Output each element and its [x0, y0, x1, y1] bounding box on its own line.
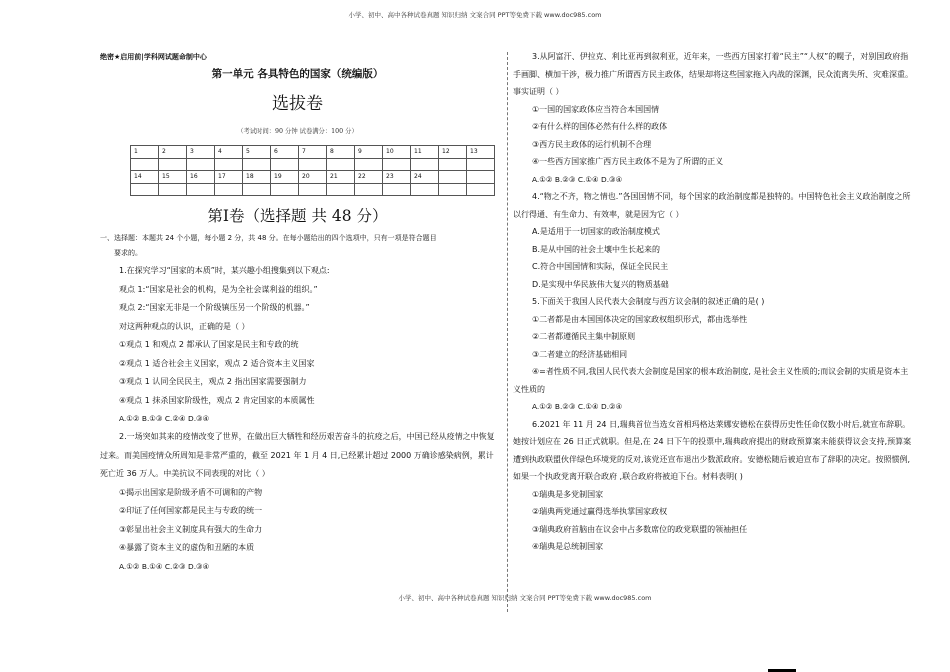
page-footer: 小学、初中、高中各种试卷真题 知识归纳 文案合同 PPT等免费下载 www.doc985.com: [398, 594, 652, 602]
answer-cell: [355, 183, 383, 196]
right-column: [513, 48, 913, 556]
score-cell: 12: [439, 146, 467, 159]
option-line: ③观点 1 认同全民民主，观点 2 指出国家需要强制力: [119, 377, 307, 386]
score-cell: 11: [411, 146, 439, 159]
score-cell: 1: [131, 146, 159, 159]
option-line: ③瑞典政府首脑由在议会中占多数席位的政党联盟的领袖担任: [532, 524, 748, 534]
unit-title: 第一单元 各具特色的国家（统编版）: [211, 68, 384, 80]
option-line: ②印证了任何国家都是民主与专政的统一: [119, 506, 263, 515]
answer-cell: [355, 158, 383, 171]
score-cell: 14: [131, 171, 159, 184]
option-line: B.是从中国的社会土壤中生长起来的: [532, 244, 661, 254]
answer-cell: [327, 158, 355, 171]
option-line: A.是适用于一切国家的政治制度模式: [532, 227, 660, 236]
score-row-1-blank: [131, 158, 495, 171]
option-line: C.符合中国国情和实际，保证全民民主: [532, 262, 669, 271]
score-cell: 5: [243, 146, 271, 159]
answer-choices: A.①② B.②③ C.①④ D.②④: [532, 402, 623, 411]
score-cell: 19: [271, 171, 299, 184]
option-line: 对这两种观点的认识，正确的是（ ）: [119, 321, 250, 331]
left-column: [100, 52, 495, 576]
score-table: [130, 145, 495, 196]
answer-cell: [243, 183, 271, 196]
option-line: ③彰显出社会主义制度具有强大的生命力: [119, 524, 263, 534]
column-divider: [507, 52, 508, 612]
answer-cell: [187, 183, 215, 196]
score-cell: 9: [355, 146, 383, 159]
paper-type: 选拔卷: [272, 94, 323, 114]
instructions-line-1: 一、选择题：本题共 24 个小题，每小题 2 分，共 48 分。在每小题给出的四个选项中，只有一项是符合题目: [100, 234, 437, 242]
answer-cell: [439, 183, 467, 196]
answer-cell: [467, 158, 495, 171]
score-row-2-numbers: [131, 171, 495, 184]
answer-cell: [131, 183, 159, 196]
score-cell: 15: [159, 171, 187, 184]
answer-cell: [159, 183, 187, 196]
question-stem: 3.从阿富汗、伊拉克、利比亚再到叙利亚，近年来，一些西方国家打着“民主”“人权”的幌子，对别国政府指手画脚、横加干涉，极力推广所谓西方民主政体，结果却将这些国家拖入内战的深渊，民众流离失所、灾难深重。事实证明（ ）: [513, 52, 913, 96]
option-line: ②观点 1 适合社会主义国家，观点 2 适合资本主义国家: [119, 358, 315, 368]
page-header: 小学、初中、高中各种试卷真题 知识归纳 文案合同 PPT等免费下载 www.doc985.com: [348, 11, 602, 19]
option-line: ②二者都遵循民主集中制原则: [532, 332, 636, 341]
answer-choices: A.①② B.②③ C.①④ D.③④: [532, 174, 623, 184]
score-cell: 10: [383, 146, 411, 159]
question-stem: 1.在探究学习“国家的本质”时，某兴趣小组搜集到以下观点:: [119, 266, 330, 275]
score-cell: 20: [299, 171, 327, 184]
answer-cell: [411, 183, 439, 196]
score-cell: [439, 171, 467, 184]
score-cell: 3: [187, 146, 215, 159]
answer-choices: A.①② B.①③ C.②④ D.③④: [119, 414, 210, 423]
score-cell: 4: [215, 146, 243, 159]
score-cell: 18: [243, 171, 271, 184]
option-line: ③二者建立的经济基础相同: [532, 349, 628, 359]
instructions-line-2: 要求的。: [114, 249, 142, 257]
score-cell: 21: [327, 171, 355, 184]
answer-cell: [271, 158, 299, 171]
option-line: ①揭示出国家是阶级矛盾不可调和的产物: [119, 487, 263, 497]
option-line: ④瑞典是总统制国家: [532, 542, 604, 551]
answer-cell: [243, 158, 271, 171]
answer-choices: A.①② B.①④ C.②③ D.③④: [119, 561, 210, 571]
answer-cell: [271, 183, 299, 196]
question-stem: 2.一场突如其来的疫情改变了世界，在做出巨大牺牲和经历艰苦奋斗的抗疫之后，中国已经从疫情之中恢复过来。而美国疫情众所周知是非常严重的，截至 2021 年 1 月 4 日,已经累计超过 2000 万确诊感染病例，累计死亡近 36 万人。中美抗议不同表现的对比（ ）: [100, 432, 495, 478]
option-line: ①一国的国家政体应当符合本国国情: [532, 104, 660, 114]
answer-cell: [299, 183, 327, 196]
option-line: ④一些西方国家推广西方民主政体不是为了所谓的正义: [532, 157, 724, 166]
score-cell: 22: [355, 171, 383, 184]
answer-cell: [159, 158, 187, 171]
option-line: ②有什么样的国体必然有什么样的政体: [532, 122, 668, 131]
score-cell: [467, 171, 495, 184]
score-cell: 7: [299, 146, 327, 159]
answer-cell: [439, 158, 467, 171]
score-cell: 24: [411, 171, 439, 184]
right-question-list: [513, 48, 913, 556]
score-cell: 6: [271, 146, 299, 159]
secret-line: 绝密★启用前|学科网试题命制中心: [100, 53, 207, 61]
score-cell: 17: [215, 171, 243, 184]
option-line: ④观点 1 抹杀国家阶级性，观点 2 肯定国家的本质属性: [119, 395, 315, 405]
score-cell: 16: [187, 171, 215, 184]
score-cell: 8: [327, 146, 355, 159]
option-line: D.是实现中华民族伟大复兴的物质基础: [532, 279, 669, 289]
option-line: ②瑞典两党通过赢得选举执掌国家政权: [532, 507, 668, 516]
answer-cell: [327, 183, 355, 196]
answer-cell: [467, 183, 495, 196]
option-line: ④暴露了资本主义的虚伪和丑陋的本质: [119, 543, 255, 552]
option-line: 观点 2:“国家无非是一个阶级镇压另一个阶级的机器。”: [119, 303, 310, 312]
volume-title: 第Ⅰ卷（选择题 共 48 分）: [207, 207, 388, 225]
option-line: ③西方民主政体的运行机制不合理: [532, 139, 652, 149]
question-stem: 4.“物之不齐，物之情也.”各国国情不同，每个国家的政治制度都是独特的。中国特色社会主义政治制度之所以行得通、有生命力、有效率，就是因为它（ ）: [513, 192, 911, 219]
answer-cell: [299, 158, 327, 171]
score-cell: 23: [383, 171, 411, 184]
answer-cell: [383, 183, 411, 196]
question-stem: 6.2021 年 11 月 24 日,瑞典首位当选女首相玛格达莱娜安德松在获得历史性任命仅数小时后,就宣布辞职。她按计划应在 26 日正式就职。但是,在 24 日下午的投票中,瑞典政府提出的财政预算案未能获得议会支持,预算案遭到执政联盟伙伴绿色环境党的反对,该党还宣布退出少数派政府。安德松随后被迫宣布了辞职的决定。按照惯例,如果一个执政党离开联合政府 ,联合政府将被迫下台。材料表明( ): [513, 419, 912, 481]
score-cell: 13: [467, 146, 495, 159]
option-line: ①二者都是由本国国体决定的国家政权组织形式，都由选举性: [532, 314, 748, 324]
option-line: 5.下面关于我国人民代表大会制度与西方议会制的叙述正确的是( ): [532, 297, 765, 306]
option-line: ①瑞典是多党制国家: [532, 489, 604, 499]
option-line: 观点 1:“国家是社会的机构，是为全社会谋利益的组织。”: [119, 284, 318, 294]
answer-cell: [215, 183, 243, 196]
left-question-list: [100, 262, 495, 576]
score-row-1-numbers: [131, 146, 495, 159]
answer-cell: [187, 158, 215, 171]
exam-info: （考试时间：90 分钟 试卷满分：100 分）: [237, 128, 358, 135]
question-stem: ④=者性质不同,我国人民代表大会制度是国家的根本政治制度, 是社会主义性质的;而议会制的实质是资本主义性质的: [513, 367, 909, 394]
answer-cell: [215, 158, 243, 171]
score-cell: 2: [159, 146, 187, 159]
answer-cell: [411, 158, 439, 171]
answer-cell: [383, 158, 411, 171]
option-line: ①观点 1 和观点 2 都承认了国家是民主和专政的统: [119, 340, 299, 349]
score-row-2-blank: [131, 183, 495, 196]
answer-cell: [131, 158, 159, 171]
